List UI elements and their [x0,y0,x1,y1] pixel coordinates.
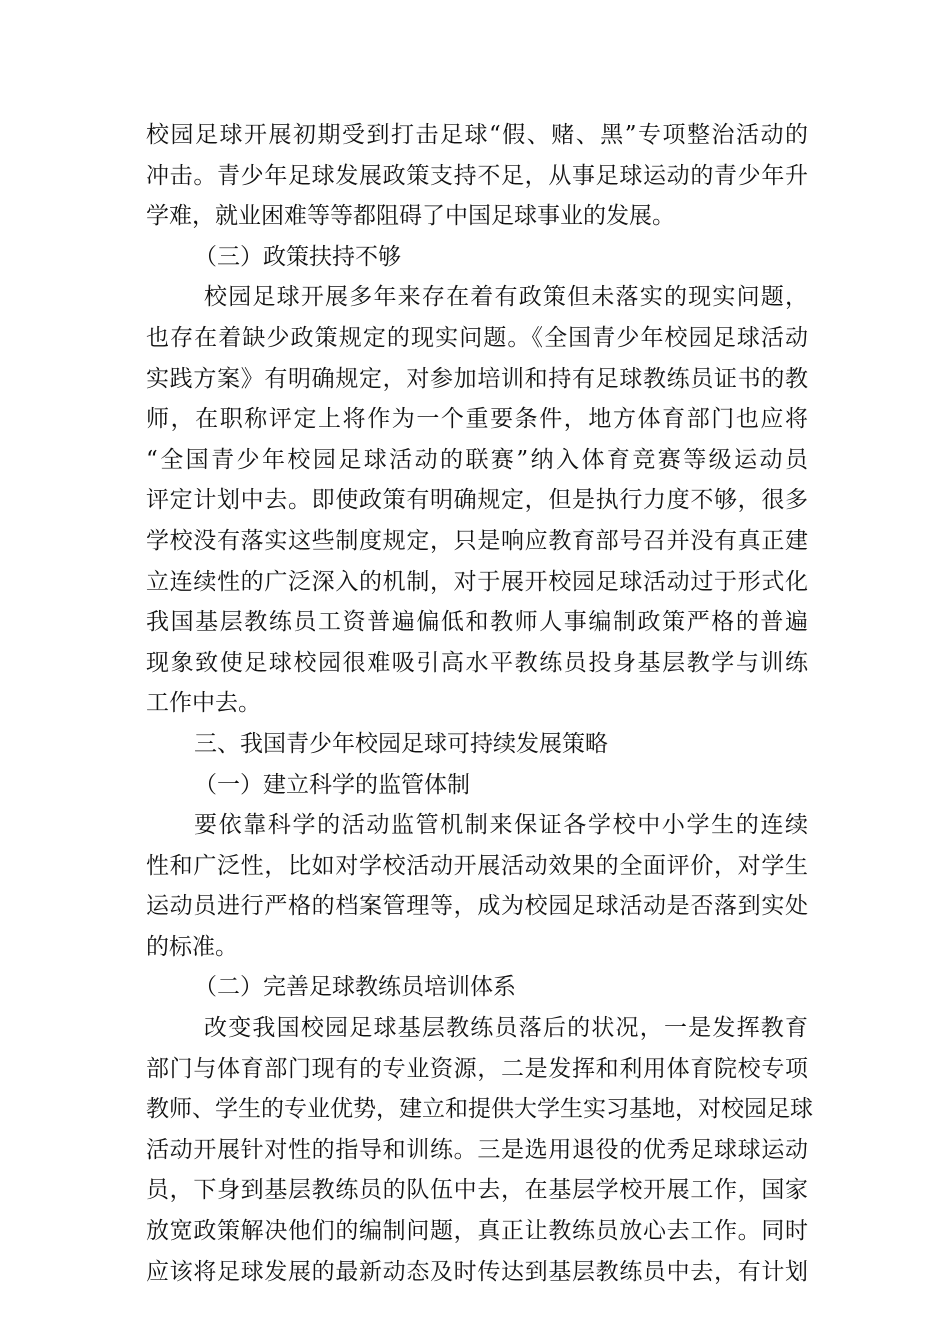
text-line: 校园足球开展多年来存在着有政策但未落实的现实问题， [204,284,808,311]
text-line: 评定计划中去。即使政策有明确规定，但是执行力度不够，很多 [146,487,808,514]
text-line: 部门与体育部门现有的专业资源，二是发挥和利用体育院校专项 [146,1055,808,1082]
text-line: 冲击。青少年足球发展政策支持不足，从事足球运动的青少年升 [146,162,808,189]
text-line: 要依靠科学的活动监管机制来保证各学校中小学生的连续 [194,812,808,839]
text-line: 学难，就业困难等等都阻碍了中国足球事业的发展。 [146,203,675,230]
text-line: 校园足球开展初期受到打击足球“假、赌、黑”专项整治活动的 [146,122,808,148]
subsection-heading: （一）建立科学的监管体制 [194,771,470,798]
text-line: 放宽政策解决他们的编制问题，真正让教练员放心去工作。同时 [146,1218,808,1245]
text-line: “全国青少年校园足球活动的联赛”纳入体育竞赛等级运动员 [146,446,808,473]
body-text [146,115,813,1292]
text-line: 性和广泛性，比如对学校活动开展活动效果的全面评价，对学生 [146,852,808,879]
section-heading: 三、我国青少年校园足球可持续发展策略 [194,730,608,757]
text-line: 的标准。 [146,933,238,960]
text-line: 师，在职称评定上将作为一个重要条件，地方体育部门也应将 [146,406,808,433]
text-line: 员，下身到基层教练员的队伍中去，在基层学校开展工作，国家 [146,1177,808,1204]
text-line: 我国基层教练员工资普遍偏低和教师人事编制政策严格的普遍 [146,609,808,636]
subsection-heading: （二）完善足球教练员培训体系 [194,974,516,1001]
text-line: 活动开展针对性的指导和训练。三是选用退役的优秀足球球运动 [146,1136,808,1163]
text-line: 改变我国校园足球基层教练员落后的状况，一是发挥教育 [204,1015,808,1042]
text-line: 运动员进行严格的档案管理等，成为校园足球活动是否落到实处 [146,893,808,920]
text-line: 学校没有落实这些制度规定，只是响应教育部号召并没有真正建 [146,527,808,554]
text-line: 工作中去。 [146,690,261,717]
text-line: 立连续性的广泛深入的机制，对于展开校园足球活动过于形式化 [146,568,808,595]
text-line: 应该将足球发展的最新动态及时传达到基层教练员中去，有计划 [146,1258,808,1285]
text-line: 现象致使足球校园很难吸引高水平教练员投身基层教学与训练 [146,649,808,676]
section-heading: （三）政策扶持不够 [194,243,401,270]
text-line: 也存在着缺少政策规定的现实问题。《全国青少年校园足球活动 [146,324,808,351]
text-line: 实践方案》有明确规定，对参加培训和持有足球教练员证书的教 [146,365,808,392]
text-line: 教师、学生的专业优势，建立和提供大学生实习基地，对校园足球 [146,1096,813,1123]
